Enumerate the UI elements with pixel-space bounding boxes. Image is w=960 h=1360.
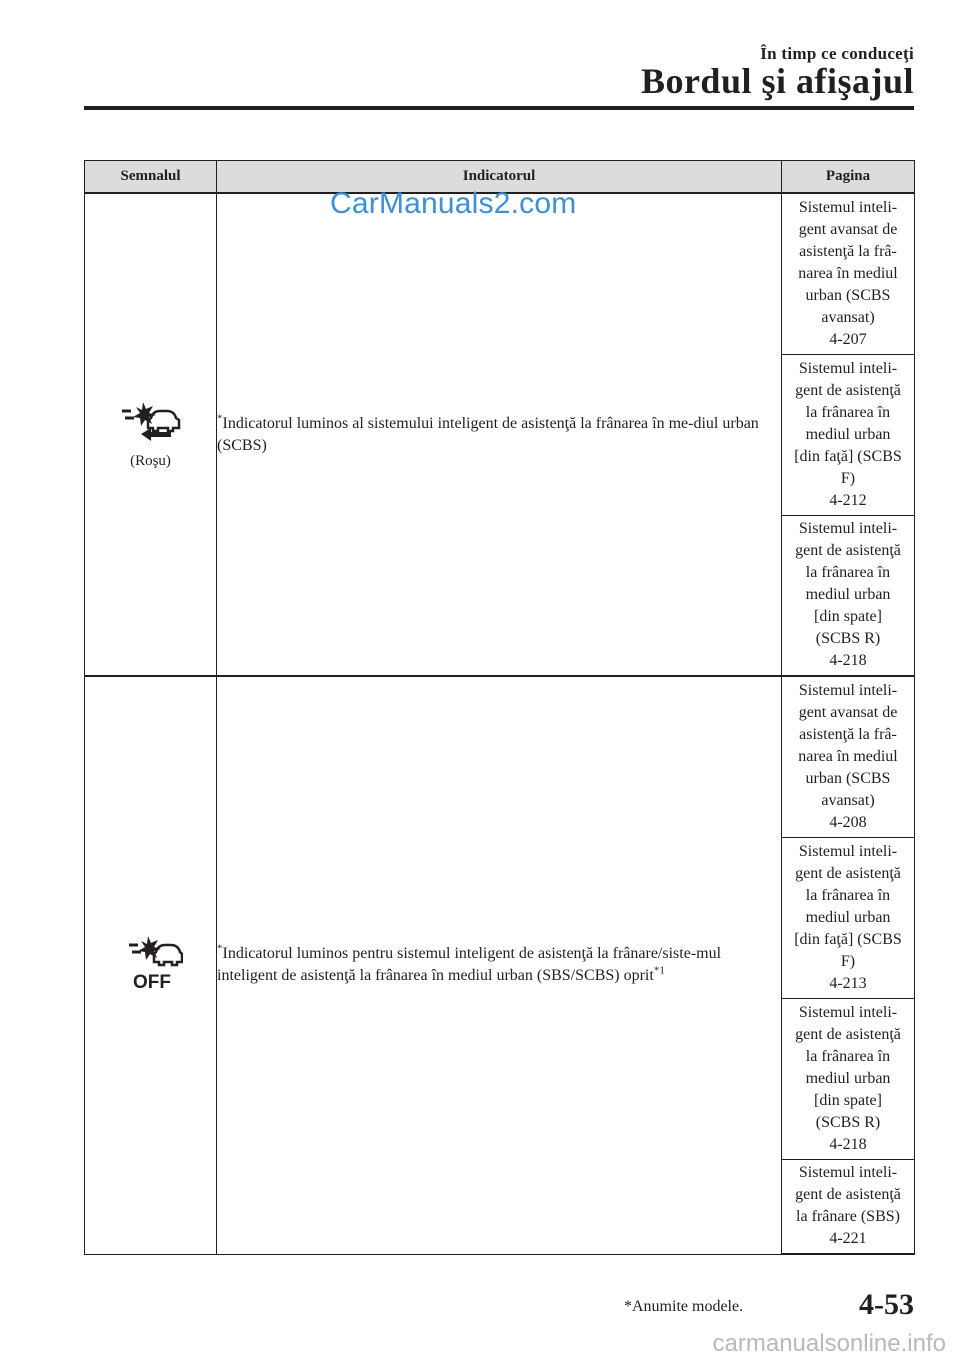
watermark-text: CarManuals2.com bbox=[330, 187, 577, 220]
page-number: 4-53 bbox=[859, 1288, 914, 1321]
signal-color-label: (Roşu) bbox=[130, 452, 171, 469]
column-header-signal: Semnalul bbox=[85, 161, 217, 194]
page-reference: Sistemul inteli- gent de asistenţă la frânarea în mediul urban [din faţă] (SCBS F) 4-213 bbox=[782, 837, 915, 998]
collision-off-icon bbox=[119, 934, 183, 992]
footnote-mark: *1 bbox=[653, 964, 665, 977]
optional-model-mark: * bbox=[217, 412, 223, 425]
optional-model-mark: * bbox=[217, 942, 223, 955]
page-reference: Sistemul inteli- gent de asistenţă la frânarea în mediul urban [din spate] (SCBS R) 4-218 bbox=[782, 998, 915, 1159]
collision-warning-icon bbox=[119, 400, 183, 446]
column-header-indicator: Indicatorul bbox=[217, 161, 782, 194]
source-link[interactable]: carmanualsonline.info bbox=[712, 1330, 946, 1357]
page-reference: Sistemul inteli- gent de asistenţă la frânarea în mediul urban [din spate] (SCBS R) 4-218 bbox=[782, 515, 915, 676]
header-divider bbox=[84, 106, 914, 110]
page-reference: Sistemul inteli- gent avansat de asistenţă la frâ- narea în mediul urban (SCBS avansat) 4-207 bbox=[782, 193, 915, 354]
indicator-description: *Indicatorul luminos al sistemului inteligent de asistenţă la frânarea în me-diul urban (SCBS) bbox=[217, 193, 782, 676]
signal-cell bbox=[85, 676, 217, 1254]
off-icon-text: OFF bbox=[132, 971, 171, 992]
column-header-page: Pagina bbox=[782, 161, 915, 194]
indicator-description: *Indicatorul luminos pentru sistemul inteligent de asistenţă la frânare/siste-mul inteligent de asistenţă la frânarea în mediul urban (SBS/SCBS) oprit$^{*1}$ bbox=[217, 676, 782, 1254]
signal-cell bbox=[85, 193, 217, 676]
table-row bbox=[85, 676, 915, 837]
page-title: Bordul şi afişajul bbox=[640, 61, 914, 101]
page-reference: Sistemul inteli- gent de asistenţă la frânare (SBS) 4-221 bbox=[782, 1159, 915, 1254]
footnote-text: *Anumite modele. bbox=[624, 1298, 744, 1315]
page-reference: Sistemul inteli- gent avansat de asistenţă la frâ- narea în mediul urban (SCBS avansat) 4-208 bbox=[782, 676, 915, 837]
section-subtitle: În timp ce conduceţi bbox=[760, 44, 914, 63]
page-reference: Sistemul inteli- gent de asistenţă la frânarea în mediul urban [din faţă] (SCBS F) 4-212 bbox=[782, 354, 915, 515]
warning-indicator-table bbox=[84, 160, 915, 1255]
